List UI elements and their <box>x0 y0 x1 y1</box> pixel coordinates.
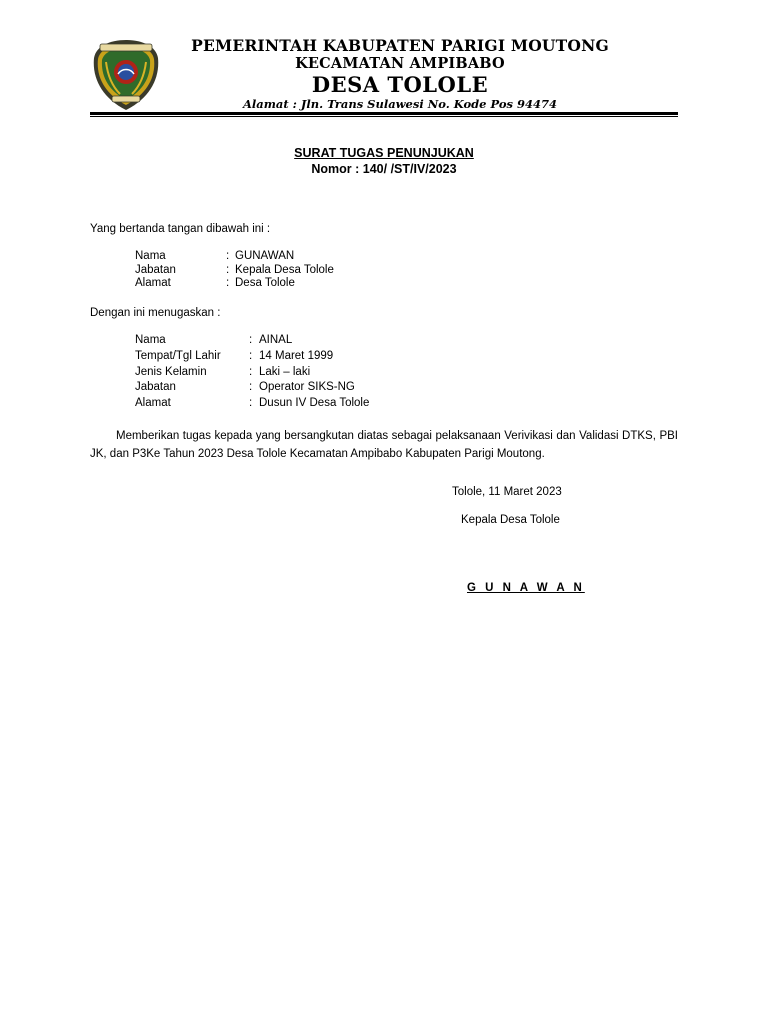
signatory-row-name <box>135 249 435 263</box>
field-value: Kepala Desa Tolole <box>235 264 334 276</box>
document-title: SURAT TUGAS PENUNJUKAN <box>294 146 474 160</box>
field-value: Operator SIKS-NG <box>259 381 355 393</box>
field-value: AINAL <box>259 334 293 346</box>
field-label: Jabatan <box>135 381 176 393</box>
signatory-intro: Yang bertanda tangan dibawah ini : <box>90 223 271 235</box>
field-colon: : <box>249 397 253 409</box>
letterhead-address: Alamat : Jln. Trans Sulawesi No. Kode Pos 94474 <box>243 97 557 111</box>
document-number: Nomor : 140/ /ST/IV/2023 <box>311 162 457 176</box>
field-label: Jabatan <box>135 264 176 276</box>
signatory-name: G U N A W A N <box>467 582 585 594</box>
letterhead-district: KECAMATAN AMPIBABO <box>295 55 505 72</box>
field-value: Dusun IV Desa Tolole <box>259 397 370 409</box>
assignee-row-birth <box>135 349 455 363</box>
assignee-intro: Dengan ini menugaskan : <box>90 307 221 319</box>
field-label: Alamat <box>135 277 171 289</box>
field-colon: : <box>249 334 253 346</box>
regency-emblem-icon <box>90 38 162 112</box>
field-label: Nama <box>135 250 166 262</box>
assignment-paragraph: Memberikan tugas kepada yang bersangkutan diatas sebagai pelaksanaan Verivikasi dan Validasi DTKS, PBI JK, dan P3Ke Tahun 2023 Desa Tolole Kecamatan Ampibabo Kabupaten Parigi Moutong. <box>90 430 678 460</box>
signatory-row-address <box>135 276 435 290</box>
field-value: 14 Maret 1999 <box>259 350 334 362</box>
assignee-row-position <box>135 380 455 394</box>
assignee-row-address <box>135 396 455 410</box>
field-colon: : <box>226 250 230 262</box>
signatory-position: Kepala Desa Tolole <box>461 514 560 526</box>
field-colon: : <box>226 277 230 289</box>
letterhead-divider <box>90 112 678 115</box>
field-label: Tempat/Tgl Lahir <box>135 350 221 362</box>
field-label: Jenis Kelamin <box>135 366 207 378</box>
field-value: Desa Tolole <box>235 277 295 289</box>
field-value: Laki – laki <box>259 366 311 378</box>
signatory-row-position <box>135 263 435 277</box>
assignee-row-gender <box>135 365 455 379</box>
field-label: Alamat <box>135 397 171 409</box>
letterhead-divider-thin <box>90 116 678 117</box>
field-colon: : <box>249 366 253 378</box>
field-label: Nama <box>135 334 166 346</box>
field-colon: : <box>249 350 253 362</box>
letterhead-government: PEMERINTAH KABUPATEN PARIGI MOUTONG <box>191 36 609 55</box>
assignee-row-name <box>135 333 455 347</box>
place-date: Tolole, 11 Maret 2023 <box>452 486 562 498</box>
field-value: GUNAWAN <box>235 250 295 262</box>
letterhead-village: DESA TOLOLE <box>311 72 489 97</box>
field-colon: : <box>249 381 253 393</box>
field-colon: : <box>226 264 230 276</box>
